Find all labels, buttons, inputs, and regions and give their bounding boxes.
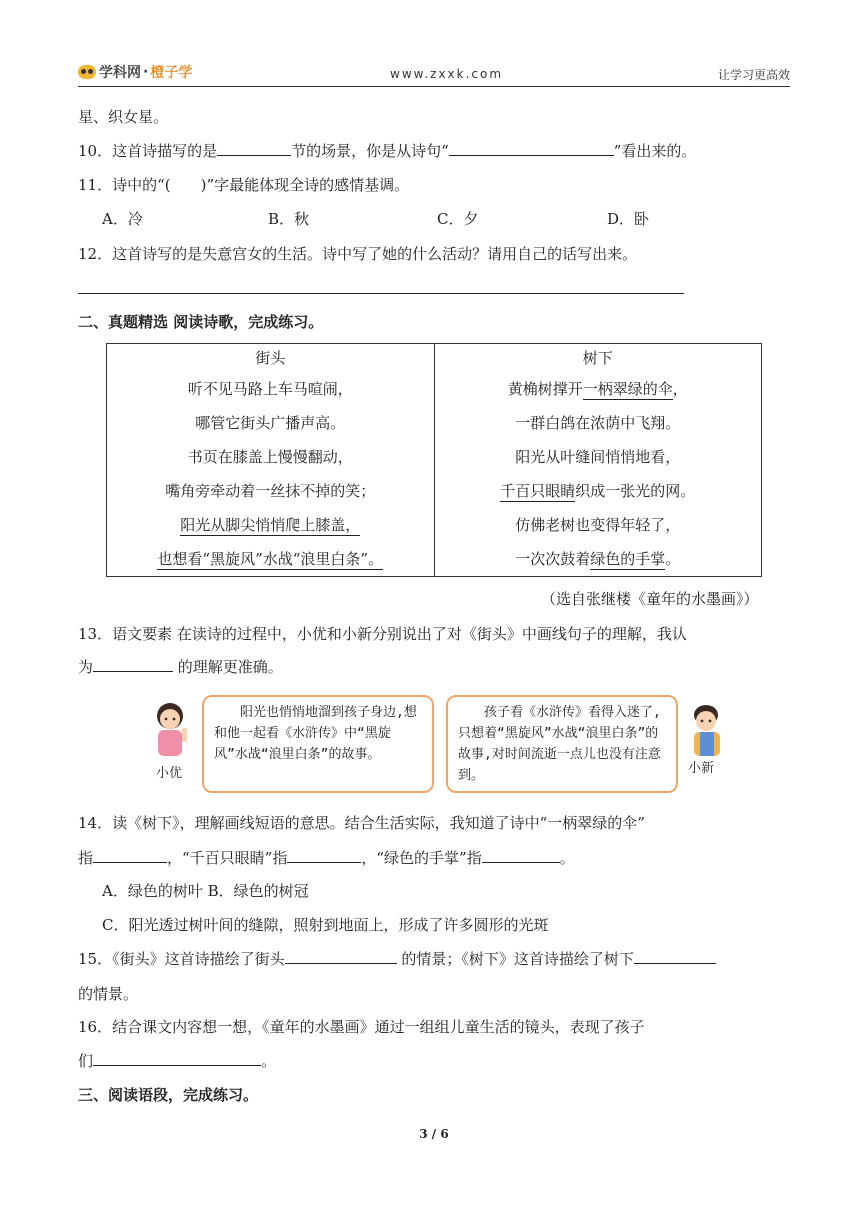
poem-text: ， <box>672 380 688 398</box>
poem-text: 黄桷树撑开 <box>507 380 583 398</box>
underlined-phrase: 也想看“黑旋风”水战“浪里白条”。 <box>157 550 384 568</box>
q15-text: 的情景；《树下》这首诗描绘了树下 <box>396 950 634 968</box>
poem-line <box>435 542 762 576</box>
poem-line <box>435 372 762 406</box>
underlined-phrase: 阳光从脚尖悄悄爬上膝盖， <box>180 516 361 534</box>
boy-illustration <box>686 703 730 759</box>
q10-text-a: 10．这首诗描写的是 <box>78 142 218 160</box>
q16-text: 。 <box>261 1052 277 1070</box>
site-logo <box>78 62 192 82</box>
boy-name: 小新 <box>688 761 715 776</box>
poem-table <box>106 343 762 577</box>
q14-option-c: C．阳光透过树叶间的缝隙，照射到地面上，形成了许多圆形的光斑 <box>102 916 549 934</box>
poem-line: 听不见马路上车马喧闹， <box>187 380 353 398</box>
q13-blank[interactable] <box>93 657 173 672</box>
q11-option-c[interactable]: C．夕 <box>437 210 479 228</box>
poem-line <box>435 474 762 508</box>
poem-line: 阳光从叶缝间悄悄地看， <box>515 448 681 466</box>
poem-line: 嘴角旁牵动着一丝抹不掉的笑； <box>165 482 376 500</box>
poem-left-title: 街头 <box>255 349 286 367</box>
poem-line-underlined <box>107 542 434 576</box>
speech-bubble-left: 阳光也悄悄地溜到孩子身边,想和他一起看《水浒传》中“黑旋风”水战“浪里白条”的故事。 <box>202 695 434 793</box>
question-15-cont: 的情景。 <box>78 985 139 1003</box>
site-url[interactable]: www.zxxk.com <box>390 67 504 81</box>
section-3-heading: 三、阅读语段，完成练习。 <box>78 1086 259 1104</box>
poem-line: 仿佛老树也变得年轻了， <box>515 516 681 534</box>
q15-blank-1[interactable] <box>285 949 397 964</box>
q15-text: 15．《街头》这首诗描绘了街头 <box>78 950 285 968</box>
page-number: 3 / 6 <box>419 1127 449 1141</box>
poem-source: （选自张继楼《童年的水墨画》） <box>541 590 759 608</box>
question-13: 13．语文要素 在读诗的过程中，小优和小新分别说出了对《街头》中画线句子的理解，我认 <box>78 625 687 643</box>
logo-separator: · <box>143 64 149 80</box>
poem-line: 哪管它街头广播声高。 <box>195 414 346 432</box>
q11-option-a[interactable]: A．冷 <box>102 210 143 228</box>
q14-blank-3[interactable] <box>482 848 560 863</box>
poem-text: 一次次鼓着 <box>515 550 591 568</box>
q14-options-ab: A．绿色的树叶 B．绿色的树冠 <box>102 882 309 900</box>
question-12: 12．这首诗写的是失意宫女的生活。诗中写了她的什么活动？请用自己的话写出来。 <box>78 245 638 263</box>
question-11: 11．诗中的“( )”字最能体现全诗的感情基调。 <box>78 176 410 194</box>
poem-right-title: 树下 <box>582 349 613 367</box>
question-16-cont <box>78 1051 276 1071</box>
poem-left <box>107 344 435 577</box>
question-13-cont <box>78 657 283 677</box>
poem-text: 织成一张光的网。 <box>575 482 696 500</box>
girl-illustration <box>148 700 196 760</box>
poem-line: 书页在膝盖上慢慢翻动， <box>187 448 353 466</box>
q10-text-c: ”看出来的。 <box>613 142 697 160</box>
header-slogan: 让学习更高效 <box>717 68 790 82</box>
q12-answer-line[interactable] <box>78 293 684 294</box>
page-header <box>78 58 790 87</box>
q16-blank[interactable] <box>93 1051 261 1066</box>
q11-option-b[interactable]: B．秋 <box>268 210 310 228</box>
q10-blank-2[interactable] <box>449 141 614 156</box>
text-line: 星、织女星。 <box>78 108 169 126</box>
question-14: 14．读《树下》，理解画线短语的意思。结合生活实际，我知道了诗中“一柄翠绿的伞” <box>78 814 645 832</box>
q11-option-d[interactable]: D．卧 <box>607 210 650 228</box>
section-2-heading: 二、真题精选 阅读诗歌，完成练习。 <box>78 313 324 331</box>
underlined-phrase: 一柄翠绿的伞 <box>582 380 673 398</box>
q14-blank-1[interactable] <box>93 848 167 863</box>
poem-text: 。 <box>665 550 681 568</box>
q13-text-c: 的理解更准确。 <box>173 658 283 676</box>
poem-line-underlined <box>107 508 434 542</box>
q16-text: 们 <box>78 1052 94 1070</box>
underlined-phrase: 千百只眼睛 <box>500 482 576 500</box>
q14-text: 。 <box>559 849 575 867</box>
logo-icon <box>78 65 96 79</box>
question-16: 16．结合课文内容想一想，《童年的水墨画》通过一组组儿童生活的镜头，表现了孩子 <box>78 1018 645 1036</box>
logo-text-b: 橙子学 <box>150 65 193 81</box>
q14-text: 指 <box>78 849 94 867</box>
question-14-cont <box>78 848 575 868</box>
q14-text: ，“千百只眼睛”指 <box>167 849 288 867</box>
poem-line: 一群白鸽在浓荫中飞翔。 <box>515 414 681 432</box>
q14-blank-2[interactable] <box>287 848 361 863</box>
question-15 <box>78 949 716 969</box>
underlined-phrase: 绿色的手掌 <box>590 550 666 568</box>
girl-name: 小优 <box>156 766 183 781</box>
question-10 <box>78 141 696 161</box>
logo-text-a: 学科网 <box>99 65 141 81</box>
poem-right <box>434 344 762 577</box>
q15-blank-2[interactable] <box>634 949 716 964</box>
q14-text: ，“绿色的手掌”指 <box>361 849 482 867</box>
q13-text-b: 为 <box>78 658 94 676</box>
speech-bubble-right: 孩子看《水浒传》看得入迷了,只想着“黑旋风”水战“浪里白条”的故事,对时间流逝一点儿也没有注意到。 <box>446 695 678 793</box>
q10-text-b: 节的场景，你是从诗句“ <box>291 142 449 160</box>
q10-blank-1[interactable] <box>217 141 291 156</box>
